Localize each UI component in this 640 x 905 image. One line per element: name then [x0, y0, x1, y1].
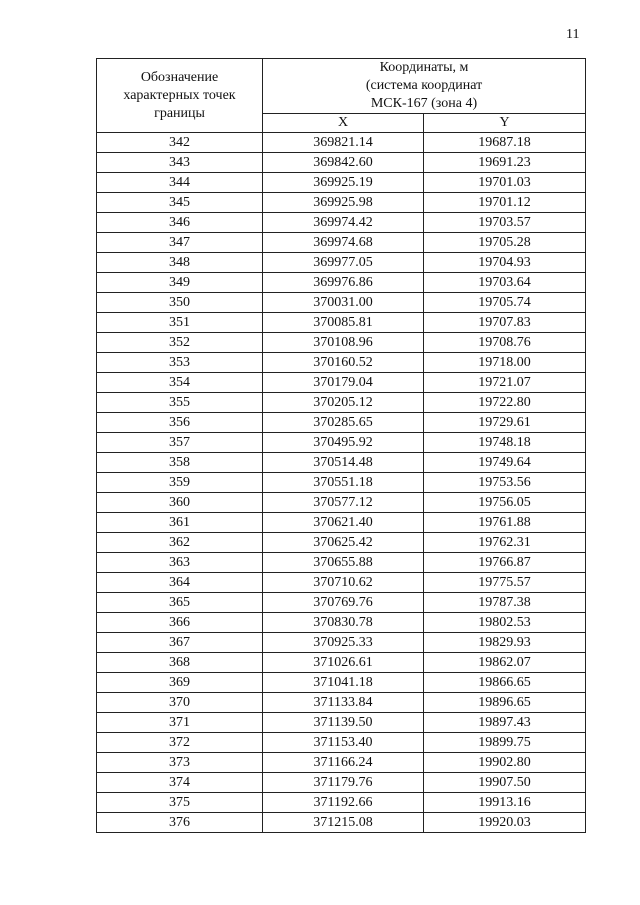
x-coordinate-cell: 370514.48 [263, 453, 424, 473]
x-coordinate-cell: 371026.61 [263, 653, 424, 673]
table-row [97, 413, 586, 433]
coords-header-line: МСК-167 (зона 4) [370, 96, 478, 111]
table-row [97, 693, 586, 713]
x-coordinate-cell: 370769.76 [263, 593, 424, 613]
table-row [97, 753, 586, 773]
y-column-header: Y [424, 114, 586, 133]
x-coordinate-cell: 371133.84 [263, 693, 424, 713]
y-coordinate-cell: 19703.64 [424, 273, 586, 293]
point-number-cell: 359 [97, 473, 263, 493]
point-number-cell: 342 [97, 133, 263, 153]
y-coordinate-cell: 19897.43 [424, 713, 586, 733]
y-coordinate-cell: 19862.07 [424, 653, 586, 673]
x-coordinate-cell: 369974.42 [263, 213, 424, 233]
x-coordinate-cell: 370031.00 [263, 293, 424, 313]
point-number-cell: 361 [97, 513, 263, 533]
point-number-cell: 362 [97, 533, 263, 553]
x-coordinate-cell: 371166.24 [263, 753, 424, 773]
x-coordinate-cell: 371153.40 [263, 733, 424, 753]
y-coordinate-cell: 19907.50 [424, 773, 586, 793]
x-coordinate-cell: 369974.68 [263, 233, 424, 253]
table-row [97, 813, 586, 833]
point-number-cell: 357 [97, 433, 263, 453]
coordinates-table [96, 58, 586, 833]
table-row [97, 593, 586, 613]
coordinates-header [263, 59, 586, 114]
y-coordinate-cell: 19866.65 [424, 673, 586, 693]
x-coordinate-cell: 370925.33 [263, 633, 424, 653]
y-coordinate-cell: 19756.05 [424, 493, 586, 513]
table-row [97, 433, 586, 453]
table-row [97, 533, 586, 553]
point-number-cell: 345 [97, 193, 263, 213]
point-number-cell: 347 [97, 233, 263, 253]
table-row [97, 133, 586, 153]
table-row [97, 473, 586, 493]
y-coordinate-cell: 19902.80 [424, 753, 586, 773]
x-coordinate-cell: 369925.19 [263, 173, 424, 193]
table-body [97, 133, 586, 833]
table-row [97, 633, 586, 653]
point-number-cell: 376 [97, 813, 263, 833]
point-number-cell: 358 [97, 453, 263, 473]
table-row [97, 153, 586, 173]
table-row [97, 353, 586, 373]
point-number-cell: 372 [97, 733, 263, 753]
table-row [97, 673, 586, 693]
x-coordinate-cell: 370710.62 [263, 573, 424, 593]
point-header-line: Обозначение [140, 69, 219, 85]
y-coordinate-cell: 19707.83 [424, 313, 586, 333]
y-coordinate-cell: 19718.00 [424, 353, 586, 373]
table-row [97, 793, 586, 813]
y-coordinate-cell: 19705.28 [424, 233, 586, 253]
x-coordinate-cell: 371192.66 [263, 793, 424, 813]
y-coordinate-cell: 19775.57 [424, 573, 586, 593]
y-coordinate-cell: 19701.03 [424, 173, 586, 193]
point-number-cell: 353 [97, 353, 263, 373]
point-number-cell: 365 [97, 593, 263, 613]
point-number-cell: 346 [97, 213, 263, 233]
y-coordinate-cell: 19729.61 [424, 413, 586, 433]
y-coordinate-cell: 19802.53 [424, 613, 586, 633]
y-coordinate-cell: 19829.93 [424, 633, 586, 653]
point-number-cell: 373 [97, 753, 263, 773]
y-coordinate-cell: 19687.18 [424, 133, 586, 153]
point-number-cell: 374 [97, 773, 263, 793]
table-row [97, 553, 586, 573]
y-coordinate-cell: 19721.07 [424, 373, 586, 393]
point-number-cell: 351 [97, 313, 263, 333]
point-number-cell: 343 [97, 153, 263, 173]
point-header-line: границы [154, 105, 205, 121]
y-coordinate-cell: 19762.31 [424, 533, 586, 553]
point-number-cell: 369 [97, 673, 263, 693]
page-number: 11 [566, 27, 580, 42]
point-designation-header [97, 59, 263, 133]
point-number-cell: 348 [97, 253, 263, 273]
table-row [97, 453, 586, 473]
y-coordinate-cell: 19703.57 [424, 213, 586, 233]
table-row [97, 573, 586, 593]
y-coordinate-cell: 19748.18 [424, 433, 586, 453]
y-coordinate-cell: 19899.75 [424, 733, 586, 753]
y-coordinate-cell: 19766.87 [424, 553, 586, 573]
point-number-cell: 354 [97, 373, 263, 393]
x-coordinate-cell: 370179.04 [263, 373, 424, 393]
point-number-cell: 371 [97, 713, 263, 733]
table-row [97, 713, 586, 733]
y-coordinate-cell: 19920.03 [424, 813, 586, 833]
x-coordinate-cell: 370285.65 [263, 413, 424, 433]
y-coordinate-cell: 19913.16 [424, 793, 586, 813]
table-row [97, 193, 586, 213]
x-coordinate-cell: 371215.08 [263, 813, 424, 833]
table-row [97, 173, 586, 193]
x-coordinate-cell: 370551.18 [263, 473, 424, 493]
y-coordinate-cell: 19896.65 [424, 693, 586, 713]
coords-header-line: (система координат [365, 78, 483, 93]
table-row [97, 733, 586, 753]
point-number-cell: 364 [97, 573, 263, 593]
x-coordinate-cell: 370625.42 [263, 533, 424, 553]
table-row [97, 493, 586, 513]
table-row [97, 273, 586, 293]
point-number-cell: 368 [97, 653, 263, 673]
x-coordinate-cell: 370577.12 [263, 493, 424, 513]
point-number-cell: 366 [97, 613, 263, 633]
y-coordinate-cell: 19701.12 [424, 193, 586, 213]
table-row [97, 373, 586, 393]
point-number-cell: 360 [97, 493, 263, 513]
table-row [97, 333, 586, 353]
y-coordinate-cell: 19705.74 [424, 293, 586, 313]
table-row [97, 213, 586, 233]
point-number-cell: 370 [97, 693, 263, 713]
y-coordinate-cell: 19761.88 [424, 513, 586, 533]
x-coordinate-cell: 371041.18 [263, 673, 424, 693]
point-header-line: характерных точек [123, 87, 236, 103]
point-number-cell: 356 [97, 413, 263, 433]
y-coordinate-cell: 19749.64 [424, 453, 586, 473]
y-coordinate-cell: 19753.56 [424, 473, 586, 493]
x-coordinate-cell: 369821.14 [263, 133, 424, 153]
point-number-cell: 363 [97, 553, 263, 573]
table-row [97, 293, 586, 313]
point-number-cell: 350 [97, 293, 263, 313]
y-coordinate-cell: 19722.80 [424, 393, 586, 413]
point-number-cell: 355 [97, 393, 263, 413]
x-coordinate-cell: 370830.78 [263, 613, 424, 633]
y-coordinate-cell: 19691.23 [424, 153, 586, 173]
x-coordinate-cell: 371179.76 [263, 773, 424, 793]
x-column-header: X [263, 114, 424, 133]
table-row [97, 773, 586, 793]
coords-header-line: Координаты, м [379, 60, 469, 75]
y-coordinate-cell: 19787.38 [424, 593, 586, 613]
point-number-cell: 352 [97, 333, 263, 353]
point-number-cell: 375 [97, 793, 263, 813]
table-row [97, 513, 586, 533]
table-row [97, 313, 586, 333]
table-row [97, 393, 586, 413]
x-coordinate-cell: 369977.05 [263, 253, 424, 273]
y-coordinate-cell: 19704.93 [424, 253, 586, 273]
table-row [97, 253, 586, 273]
x-coordinate-cell: 370205.12 [263, 393, 424, 413]
x-coordinate-cell: 370160.52 [263, 353, 424, 373]
y-coordinate-cell: 19708.76 [424, 333, 586, 353]
x-coordinate-cell: 369925.98 [263, 193, 424, 213]
table-row [97, 613, 586, 633]
x-coordinate-cell: 371139.50 [263, 713, 424, 733]
point-number-cell: 349 [97, 273, 263, 293]
point-number-cell: 367 [97, 633, 263, 653]
point-number-cell: 344 [97, 173, 263, 193]
x-coordinate-cell: 370621.40 [263, 513, 424, 533]
x-coordinate-cell: 369976.86 [263, 273, 424, 293]
x-coordinate-cell: 370655.88 [263, 553, 424, 573]
table-row [97, 233, 586, 253]
x-coordinate-cell: 370108.96 [263, 333, 424, 353]
x-coordinate-cell: 370495.92 [263, 433, 424, 453]
table-row [97, 653, 586, 673]
x-coordinate-cell: 370085.81 [263, 313, 424, 333]
x-coordinate-cell: 369842.60 [263, 153, 424, 173]
